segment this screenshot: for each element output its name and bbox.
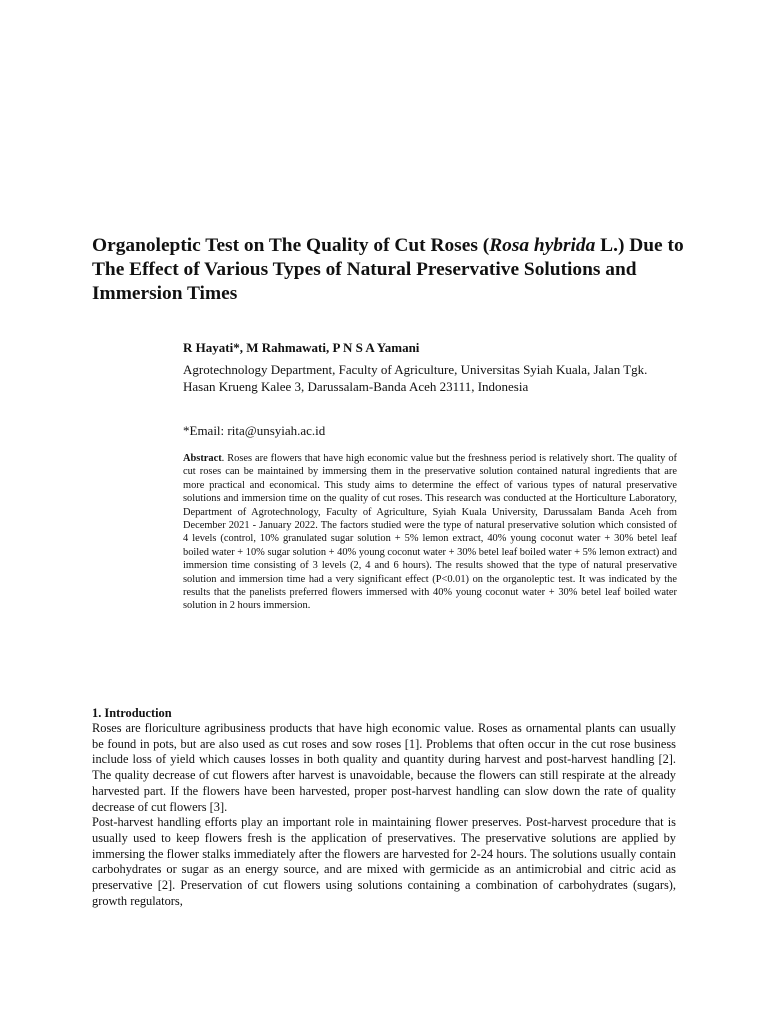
title-part-2: L.) Due to The Effect of Various Types of Natural Preservative Solutions and Immersion Times bbox=[92, 235, 684, 304]
affiliation: Agrotechnology Department, Faculty of Agriculture, Universitas Syiah Kuala, Jalan Tgk. Hasan Krueng Kalee 3, Darussalam-Banda Aceh 23111, Indonesia bbox=[183, 362, 648, 394]
corresponding-email: *Email: rita@unsyiah.ac.id bbox=[183, 423, 326, 438]
abstract bbox=[183, 452, 677, 613]
intro-paragraph-1: Roses are floriculture agribusiness products that have high economic value. Roses as ornamental plants can usually be found in pots, but are also used as cut roses and sow roses [1]. Problems that often occur in the cut rose business include loss of yield which causes losses in both quality and quantity during harvest and post-harvest handling [2]. The quality decrease of cut flowers after harvest is unavoidable, because the flowers can still respirate at the already harvested part. If the flowers have been harvested, proper post-harvest handling can slow down the rate of quality decrease of cut flowers [3]. bbox=[92, 721, 676, 814]
abstract-label: Abstract bbox=[183, 453, 222, 464]
section-body-introduction bbox=[92, 721, 676, 909]
section-heading-introduction: 1. Introduction bbox=[92, 706, 172, 720]
title-species-name: Rosa hybrida bbox=[489, 235, 596, 256]
abstract-text: . Roses are flowers that have high economic value but the freshness period is relatively short. The quality of cut roses can be maintained by immersing them in the preservative solution contained natural ingredients that are more practical and economical. This study aims to determine the effect of various types of natural preservative solutions and immersion time on the quality of cut roses. This research was conducted at the Horticulture Laboratory, Department of Agrotechnology, Faculty of Agriculture, Syiah Kuala University, Darussalam Banda Aceh from December 2021 - January 2022. The factors studied were the type of natural preservative solution which consisted of 4 levels (control, 10% granulated sugar solution + 5% lemon extract, 40% young coconut water + 30% betel leaf boiled water + 10% sugar solution + 40% young coconut water + 30% betel leaf boiled water + 5% lemon extract) and immersion time consisting of 3 levels (2, 4 and 6 hours). The results showed that the type of natural preservative solution and immersion time had a very significant effect (P<0.01) on the organoleptic test. It was indicated by the results that the panelists preferred flowers immersed with 40% young coconut water + 30% betel leaf boiled water solution in 2 hours immersion. bbox=[183, 453, 677, 612]
author-list: R Hayati*, M Rahmawati, P N S A Yamani bbox=[183, 340, 420, 355]
title-part-1: Organoleptic Test on The Quality of Cut Roses ( bbox=[92, 235, 490, 256]
intro-paragraph-2: Post-harvest handling efforts play an important role in maintaining flower preserves. Post-harvest procedure that is usually used to keep flowers fresh is the application of preservatives. The preservative solutions are applied by immersing the flower stalks immediately after the flowers are harvested for 2-24 hours. The solutions usually contain carbohydrates or sugar as an energy source, and are mixed with germicide as an antimicrobial and citric acid as preservative [2]. Preservation of cut flowers using solutions containing a combination of carbohydrates (sugars), growth regulators, bbox=[92, 815, 676, 908]
paper-title bbox=[92, 234, 692, 306]
